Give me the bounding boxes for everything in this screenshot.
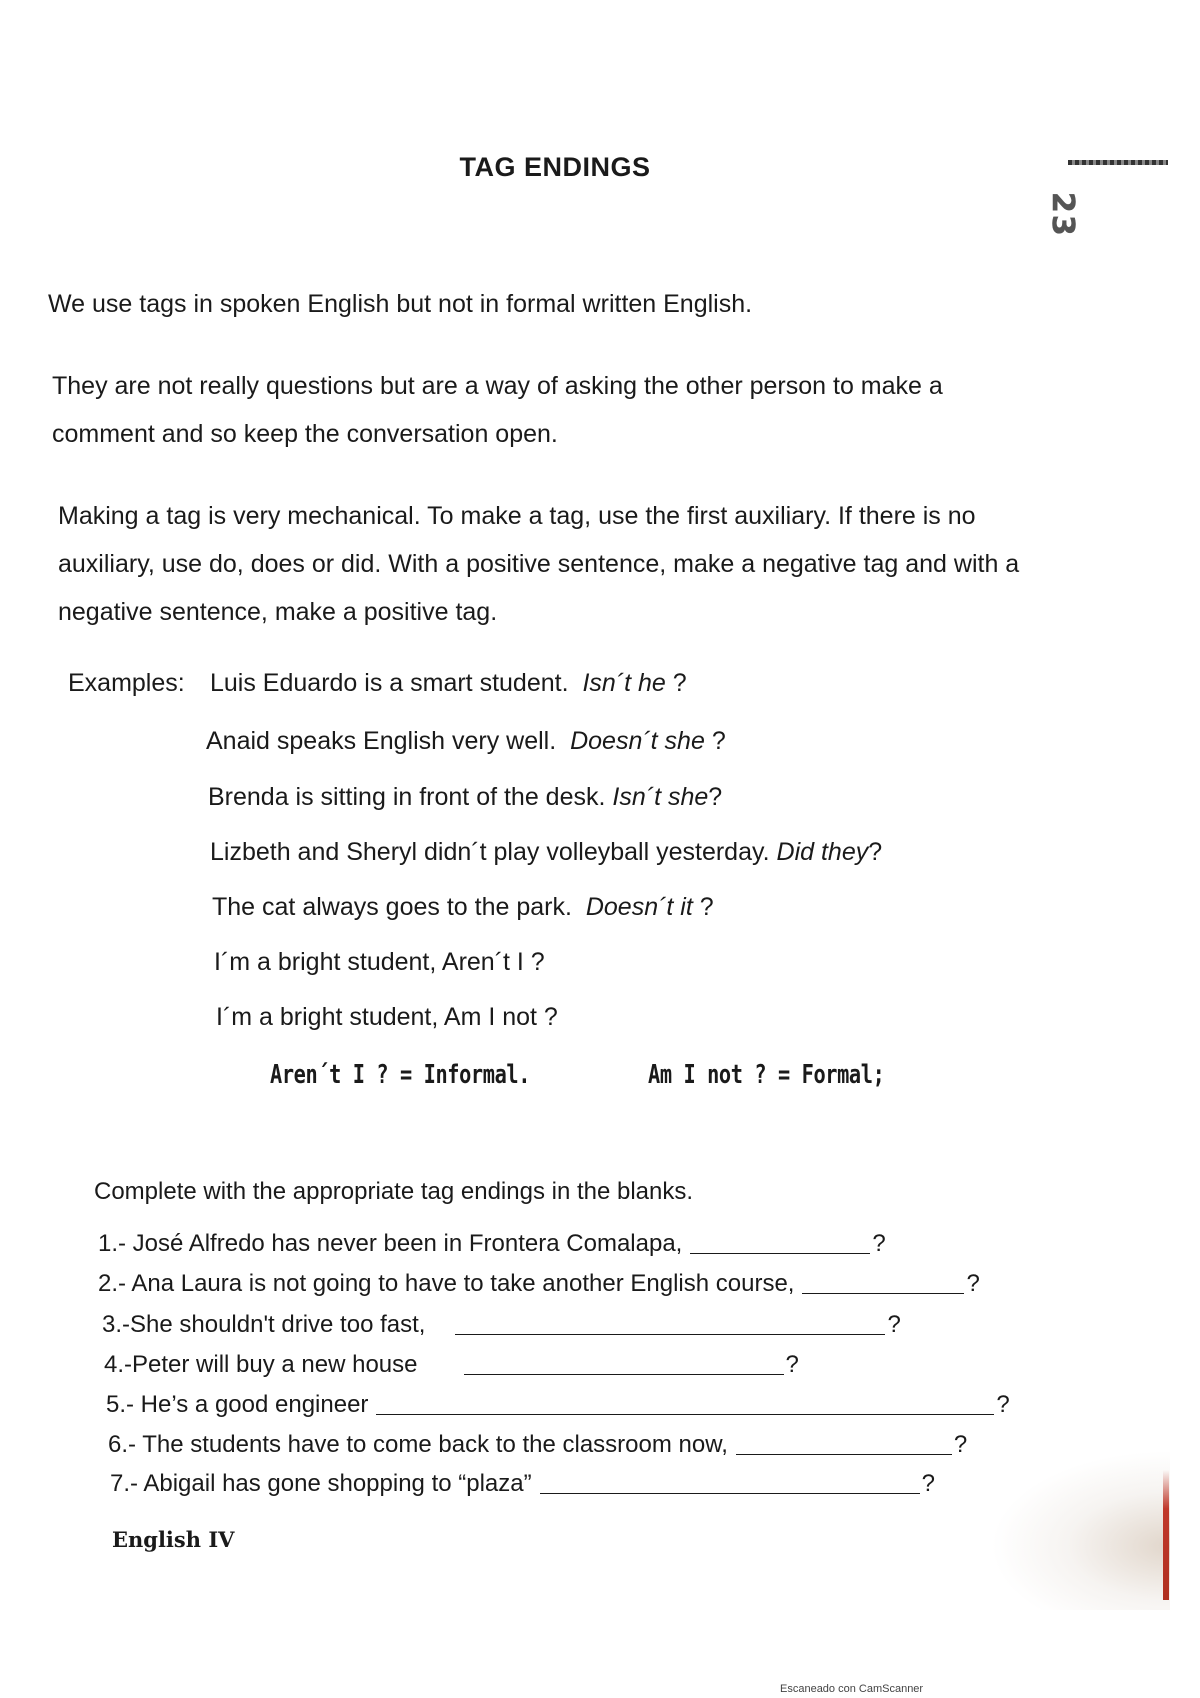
exercise-item: 5.- He’s a good engineer ?	[106, 1391, 1010, 1418]
scan-edge-mark	[1163, 1470, 1169, 1600]
example-sentence: I´m a bright student, Aren´t I ?	[214, 948, 545, 976]
footer-course-label: English IV	[112, 1527, 235, 1552]
example-tag: Doesn´t it	[585, 893, 693, 921]
page-number: 23	[1045, 192, 1080, 238]
answer-blank[interactable]	[736, 1432, 952, 1455]
example-sentence: I´m a bright student, Am I not ?	[216, 1003, 558, 1031]
example-tag: Did they	[776, 838, 869, 866]
page-title: TAG ENDINGS	[459, 152, 651, 182]
example-sentence: Luis Eduardo is a smart student. Isn´t he ?	[210, 669, 687, 697]
examples-label: Examples:	[68, 669, 185, 697]
example-sentence: Brenda is sitting in front of the desk. Isn´t she?	[208, 783, 723, 811]
answer-blank[interactable]	[690, 1231, 870, 1254]
answer-blank[interactable]	[540, 1471, 920, 1494]
intro-paragraph-2: They are not really questions but are a way of asking the other person to make a comment and so keep the conversation open.	[52, 372, 943, 448]
scan-edge-shadow	[990, 1450, 1170, 1610]
intro-paragraph-1: We use tags in spoken English but not in formal written English.	[48, 290, 753, 318]
answer-blank[interactable]	[464, 1352, 784, 1375]
example-tag: Isn´t he	[582, 669, 666, 697]
example-sentence: Lizbeth and Sheryl didn´t play volleyball yesterday. Did they?	[210, 838, 883, 866]
example-tag: Isn´t she	[612, 783, 709, 811]
example-sentence: Anaid speaks English very well. Doesn´t she ?	[206, 727, 726, 755]
example-sentence: The cat always goes to the park. Doesn´t it ?	[212, 893, 714, 921]
exercise-item: 6.- The students have to come back to the classroom now, ?	[108, 1431, 968, 1458]
example-tag: Doesn´t she	[570, 727, 705, 755]
answer-blank[interactable]	[455, 1312, 885, 1335]
exercise-item: 3.-She shouldn't drive too fast, ?	[102, 1311, 901, 1338]
page-number-rule	[1068, 160, 1168, 165]
exercise-item: 4.-Peter will buy a new house ?	[104, 1351, 799, 1378]
answer-blank[interactable]	[802, 1271, 964, 1294]
informal-rule: Aren´t I ? = Informal.	[270, 1060, 531, 1090]
formal-rule: Am I not ? = Formal;	[648, 1060, 885, 1090]
scanner-watermark: Escaneado con CamScanner	[780, 1683, 924, 1695]
exercise-item: 1.- José Alfredo has never been in Frontera Comalapa, ?	[98, 1230, 886, 1257]
exercise-item: 2.- Ana Laura is not going to have to take another English course, ?	[98, 1270, 980, 1297]
exercise-instructions: Complete with the appropriate tag endings in the blanks.	[94, 1178, 694, 1205]
intro-paragraph-3: Making a tag is very mechanical. To make a tag, use the first auxiliary. If there is no auxiliary, use do, does or did. With a positive sentence, make a negative tag and with a negative sentence, make a positive tag.	[58, 502, 1020, 626]
exercise-item: 7.- Abigail has gone shopping to “plaza” ?	[110, 1470, 935, 1497]
answer-blank[interactable]	[376, 1392, 994, 1415]
